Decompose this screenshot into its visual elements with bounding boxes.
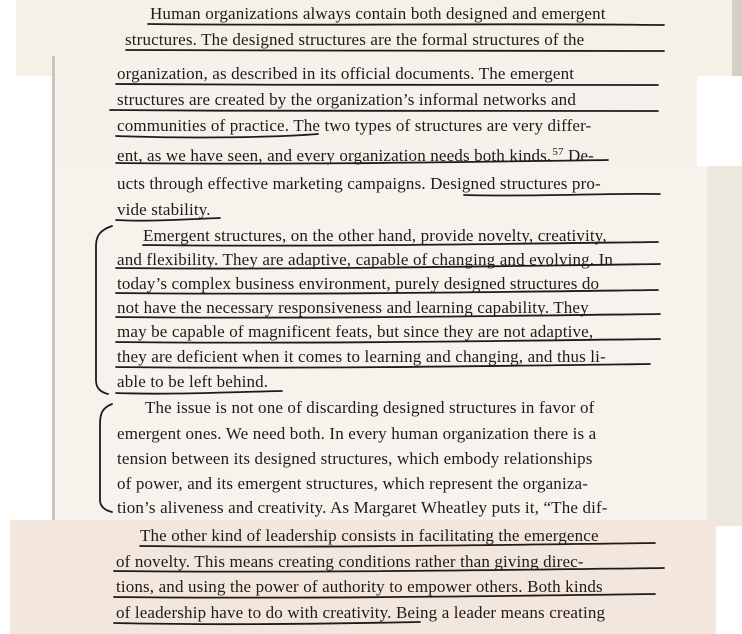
text-line-13: may be capable of magnificent feats, but since they are not adaptive, xyxy=(117,322,594,341)
page-edge-shadow xyxy=(707,166,742,526)
text-line-6-tail: De- xyxy=(568,146,594,165)
text-line-20: tion’s aliveness and creativity. As Margaret Wheatley puts it, “The dif- xyxy=(117,498,608,517)
text-line-23: tions, and using the power of authority to empower others. Both kinds xyxy=(116,577,603,596)
text-line-14: they are deficient when it comes to learning and changing, and thus li- xyxy=(117,347,606,366)
text-line-4: structures are created by the organization’s informal networks and xyxy=(117,90,576,109)
text-line-7: ucts through effective marketing campaigns. Designed structures pro- xyxy=(117,174,601,193)
text-line-12: not have the necessary responsiveness and learning capability. They xyxy=(117,298,589,317)
scan-strip-3 xyxy=(52,166,742,526)
text-line-15: able to be left behind. xyxy=(117,372,269,391)
text-line-19: of power, and its emergent structures, which represent the organiza- xyxy=(117,474,589,493)
page-edge-shadow xyxy=(732,0,742,76)
text-line-9: Emergent structures, on the other hand, provide novelty, creativity, xyxy=(143,226,607,245)
text-line-5: communities of practice. The two types of structures are very differ- xyxy=(117,116,592,135)
text-line-3: organization, as described in its official documents. The emergent xyxy=(117,64,575,83)
text-line-1: Human organizations always contain both designed and emergent xyxy=(150,4,606,23)
text-line-2: structures. The designed structures are the formal structures of the xyxy=(125,30,585,49)
text-line-22: of novelty. This means creating conditions rather than giving direc- xyxy=(116,552,584,571)
text-line-6 xyxy=(117,142,594,166)
text-line-11: today’s complex business environment, purely designed structures do xyxy=(117,274,600,293)
text-line-10: and flexibility. They are adaptive, capable of changing and evolving. In xyxy=(117,250,614,269)
text-line-6-body: ent, as we have seen, and every organization needs both kinds. xyxy=(117,146,552,165)
text-line-21: The other kind of leadership consists in facilitating the emergence xyxy=(140,526,599,545)
text-line-17: emergent ones. We need both. In every human organization there is a xyxy=(117,424,597,443)
text-line-24: of leadership have to do with creativity. Being a leader means creating xyxy=(116,603,606,622)
text-line-18: tension between its designed structures, which embody relationships xyxy=(117,449,593,468)
text-line-16: The issue is not one of discarding designed structures in favor of xyxy=(145,398,595,417)
text-line-8: vide stability. xyxy=(117,200,211,219)
footnote-marker: 57 xyxy=(552,146,564,158)
